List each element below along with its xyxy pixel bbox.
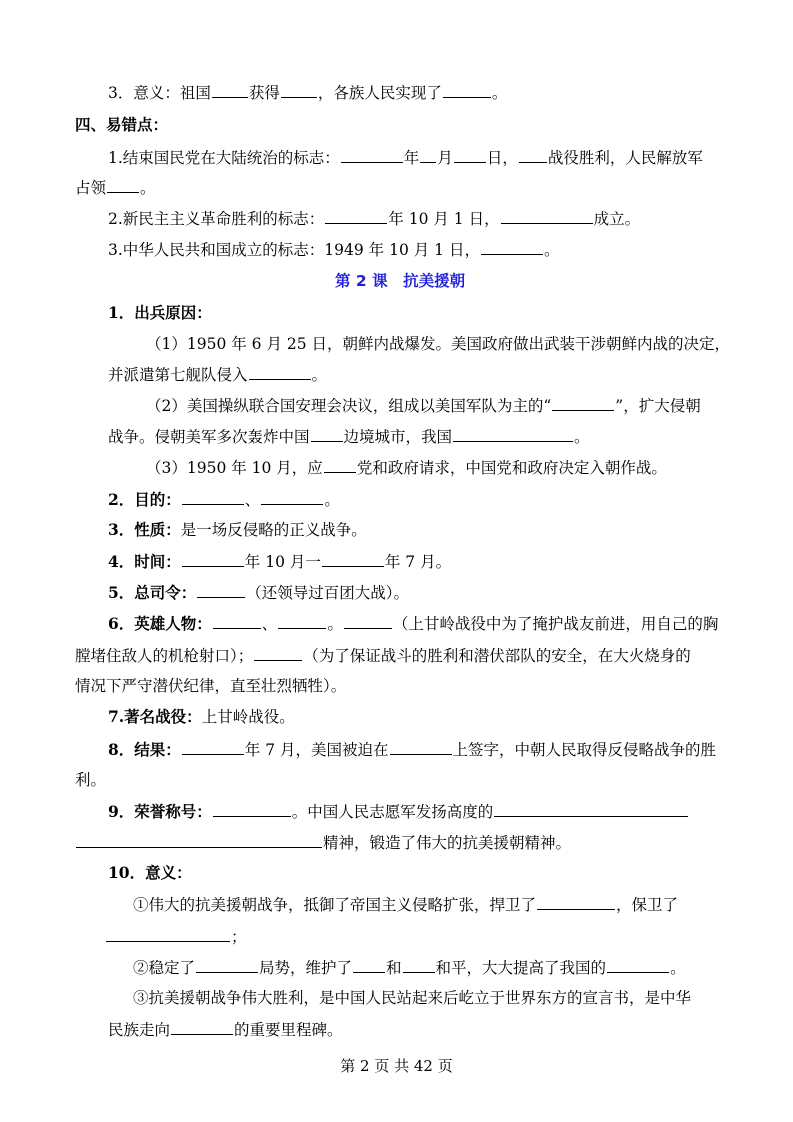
text-line: [0, 769, 793, 791]
text-line: [0, 925, 793, 947]
lesson-title: 第 2 课 抗美援朝: [335, 272, 466, 290]
text: （上甘岭战役中为了掩护战友前进，用自己的胸: [392, 615, 719, 633]
fill-in-blank[interactable]: [443, 81, 491, 98]
text: ，各族人民实现了: [317, 84, 442, 102]
text: 情况下严守潜伏纪律，直至壮烈牺牲）。: [75, 677, 347, 695]
text-line: [0, 456, 793, 478]
text: 占领: [75, 179, 107, 197]
fill-in-blank[interactable]: [182, 738, 244, 755]
text: 利。: [75, 771, 107, 789]
fill-in-blank[interactable]: [607, 956, 669, 973]
text: 精神，锻造了伟大的抗美援朝精神。: [323, 834, 572, 852]
text: （为了保证战斗的胜利和潜伏部队的安全，在大火烧身的: [303, 647, 691, 665]
fill-in-blank[interactable]: [519, 146, 547, 163]
text: 上甘岭战役。: [201, 708, 295, 726]
section-heading: 3．性质：: [108, 520, 181, 539]
section-heading: 四、易错点：: [75, 115, 169, 134]
text: 。: [574, 428, 590, 446]
fill-in-blank[interactable]: [552, 394, 614, 411]
text: ①伟大的抗美援朝战争，抵御了帝国主义侵略扩张，捍卫了: [133, 896, 537, 914]
section-heading: 2．目的：: [108, 490, 181, 509]
text: 。: [543, 241, 560, 259]
text-line: [0, 81, 793, 103]
text: （1）1950 年 6 月 25 日，朝鲜内战爆发。美国政府做出武装干涉朝鲜内战的决定，: [146, 335, 731, 353]
text-line: [0, 738, 793, 760]
text-line: [0, 207, 793, 229]
text: 年 7 月。: [384, 553, 452, 571]
text: 、: [261, 615, 278, 633]
text: 上签字，中朝人民取得反侵略战争的胜: [452, 741, 717, 759]
fill-in-blank[interactable]: [182, 550, 244, 567]
section-heading: 4．时间：: [108, 552, 181, 571]
text: 成立。: [593, 210, 641, 228]
fill-in-blank[interactable]: [390, 738, 452, 755]
text: 。: [311, 366, 328, 384]
fill-in-blank[interactable]: [212, 81, 248, 98]
text: 边境城市，我国: [343, 428, 453, 446]
text: 。中国人民志愿军发扬高度的: [291, 803, 494, 821]
fill-in-blank[interactable]: [341, 146, 403, 163]
text-line: [0, 394, 793, 416]
text: （2）美国操纵联合国安理会决议，组成以美国军队为主的“: [146, 397, 552, 415]
text: （3）1950 年 10 月，应: [146, 459, 323, 477]
text-line: [0, 831, 793, 853]
fill-in-blank[interactable]: [254, 644, 302, 661]
text: （还领导过百团大战）。: [246, 584, 410, 602]
text: 。: [670, 959, 686, 977]
text-line: [0, 862, 793, 884]
text-line: [0, 644, 793, 666]
fill-in-blank[interactable]: [481, 238, 543, 255]
text-line: [0, 519, 793, 541]
text: 3．意义：祖国: [108, 84, 211, 102]
text-line: [0, 270, 793, 292]
text: ③抗美援朝战争伟大胜利，是中国人民站起来后屹立于世界东方的宣言书，是中华: [133, 989, 692, 1007]
text-line: [0, 1018, 793, 1040]
text-line: [0, 581, 793, 603]
section-heading: 1．出兵原因：: [108, 303, 212, 322]
text-line: [0, 425, 793, 447]
text: ”，扩大侵朝: [615, 397, 701, 415]
section-heading: 5．总司令：: [108, 583, 197, 602]
text-line: [0, 893, 793, 915]
fill-in-blank[interactable]: [106, 925, 230, 942]
text-line: [0, 800, 793, 822]
text-line: [0, 146, 793, 168]
text: 月: [437, 149, 453, 167]
text: 。: [327, 615, 343, 633]
text-line: [0, 176, 793, 198]
text: 党和政府请求，中国党和政府决定入朝作战。: [356, 459, 667, 477]
text: 和平，大大提高了我国的: [435, 959, 607, 977]
text: 局势，维护了: [259, 959, 353, 977]
text-line: [0, 706, 793, 728]
fill-in-blank[interactable]: [261, 488, 323, 505]
fill-in-blank[interactable]: [420, 146, 436, 163]
fill-in-blank[interactable]: [249, 363, 311, 380]
text: 民族走向: [108, 1021, 171, 1039]
text-line: [0, 612, 793, 634]
text: 2.新民主主义革命胜利的标志：: [108, 210, 325, 228]
text: 、: [244, 491, 261, 509]
text-line: [0, 550, 793, 572]
text: 年 7 月，美国被迫在: [244, 741, 389, 759]
text: 膛堵住敌人的机枪射口）；: [75, 647, 254, 665]
fill-in-blank[interactable]: [76, 831, 322, 848]
text-line: [0, 238, 793, 260]
fill-in-blank[interactable]: [344, 612, 392, 629]
fill-in-blank[interactable]: [324, 456, 356, 473]
text-line: [0, 956, 793, 978]
fill-in-blank[interactable]: [281, 81, 317, 98]
fill-in-blank[interactable]: [403, 956, 435, 973]
fill-in-blank[interactable]: [501, 207, 593, 224]
fill-in-blank[interactable]: [213, 612, 261, 629]
fill-in-blank[interactable]: [311, 425, 343, 442]
fill-in-blank[interactable]: [537, 893, 615, 910]
text: 的重要里程碑。: [234, 1021, 343, 1039]
fill-in-blank[interactable]: [171, 1018, 233, 1035]
fill-in-blank[interactable]: [494, 800, 688, 817]
fill-in-blank[interactable]: [453, 425, 573, 442]
fill-in-blank[interactable]: [196, 956, 258, 973]
text-line: [0, 302, 793, 324]
text: 日，: [486, 149, 518, 167]
fill-in-blank[interactable]: [325, 207, 387, 224]
text: 年 10 月 1 日，: [388, 210, 500, 228]
text: 是一场反侵略的正义战争。: [180, 521, 367, 539]
fill-in-blank[interactable]: [182, 488, 244, 505]
text: 战役胜利，人民解放军: [547, 149, 703, 167]
text: 。: [140, 179, 156, 197]
section-heading: 10．意义：: [108, 863, 192, 882]
fill-in-blank[interactable]: [454, 146, 486, 163]
text-line: [0, 675, 793, 697]
text: 和: [386, 959, 402, 977]
text: 获得: [248, 84, 280, 102]
fill-in-blank[interactable]: [278, 612, 326, 629]
fill-in-blank[interactable]: [213, 800, 291, 817]
fill-in-blank[interactable]: [107, 176, 139, 193]
section-heading: 7.著名战役：: [108, 707, 202, 726]
text: 年 10 月一: [244, 553, 321, 571]
text: 并派遣第七舰队侵入: [108, 366, 248, 384]
text: ；: [231, 928, 247, 946]
fill-in-blank[interactable]: [353, 956, 385, 973]
section-heading: 8．结果：: [108, 740, 181, 759]
text-line: [0, 987, 793, 1009]
page-footer: 第 2 页 共 42 页: [340, 1057, 453, 1075]
text-line: [0, 488, 793, 510]
text: 。: [324, 491, 340, 509]
text: 战争。侵朝美军多次轰炸中国: [108, 428, 310, 446]
text: 年: [403, 149, 420, 167]
text: ②稳定了: [133, 959, 196, 977]
text-line: [0, 363, 793, 385]
text: 3.中华人民共和国成立的标志：1949 年 10 月 1 日，: [108, 241, 480, 259]
section-heading: 9．荣誉称号：: [108, 802, 212, 821]
fill-in-blank[interactable]: [322, 550, 384, 567]
text-line: [0, 333, 793, 355]
text: 1.结束国民党在大陆统治的标志：: [108, 149, 340, 167]
fill-in-blank[interactable]: [197, 581, 245, 598]
text: 。: [491, 84, 508, 102]
section-heading: 6．英雄人物：: [108, 614, 212, 633]
text-line: [0, 114, 793, 136]
text: ，保卫了: [616, 896, 679, 914]
